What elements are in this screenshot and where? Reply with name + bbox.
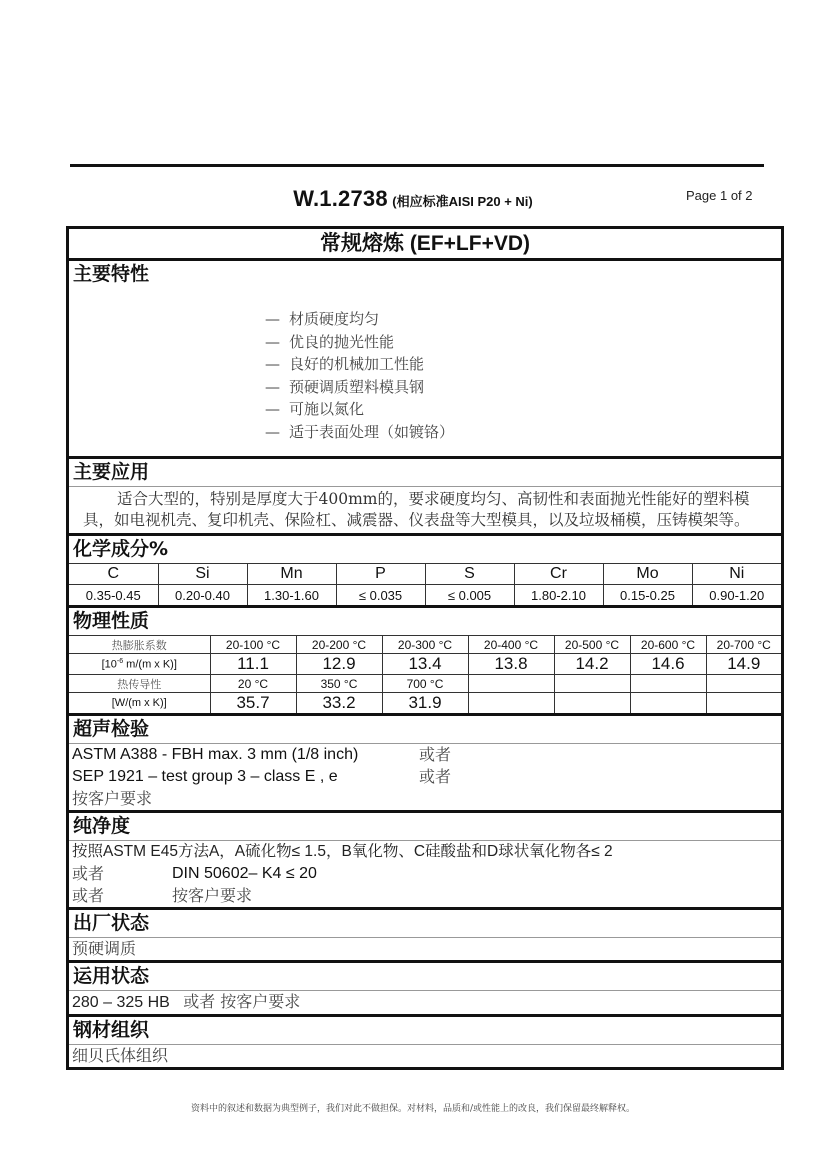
temp-cell bbox=[630, 675, 706, 693]
temp-cell: 700 °C bbox=[382, 675, 468, 693]
element-value: ≤ 0.005 bbox=[425, 585, 514, 606]
ultrasonic-line: SEP 1921 – test group 3 – class E , e 或者 bbox=[72, 767, 452, 786]
temp-cell: 20-300 °C bbox=[382, 636, 468, 654]
expansion-label: 热膨胀系数 bbox=[69, 636, 210, 654]
value-cell: 33.2 bbox=[296, 693, 382, 714]
element-header: Mn bbox=[247, 564, 336, 585]
value-cell: 13.4 bbox=[382, 654, 468, 675]
value-cell: 12.9 bbox=[296, 654, 382, 675]
list-item: — 良好的机械加工性能 bbox=[265, 355, 425, 373]
temp-cell: 20-500 °C bbox=[554, 636, 630, 654]
table-row bbox=[69, 675, 781, 693]
temp-cell: 20-400 °C bbox=[468, 636, 554, 654]
section-title: 主要应用 bbox=[69, 459, 781, 487]
ultrasonic-section bbox=[69, 713, 781, 810]
table-row bbox=[69, 636, 781, 654]
datasheet bbox=[66, 226, 784, 1070]
delivery-section bbox=[69, 907, 781, 960]
temp-cell bbox=[554, 675, 630, 693]
value-cell bbox=[630, 693, 706, 714]
section-title: 主要特性 bbox=[73, 263, 150, 285]
cleanliness-section bbox=[69, 810, 781, 907]
temp-cell: 20-100 °C bbox=[210, 636, 296, 654]
element-value: 0.15-0.25 bbox=[603, 585, 692, 606]
section-title: 纯净度 bbox=[69, 813, 781, 841]
value-cell: 14.2 bbox=[554, 654, 630, 675]
equivalent-standard: (相应标准AISI P20 + Ni) bbox=[392, 194, 533, 209]
section-title: 物理性质 bbox=[69, 608, 781, 636]
element-header: Mo bbox=[603, 564, 692, 585]
value-cell: 14.9 bbox=[706, 654, 781, 675]
value-cell bbox=[706, 693, 781, 714]
element-header: C bbox=[69, 564, 158, 585]
ultrasonic-customer: 按客户要求 bbox=[72, 789, 153, 808]
features-section bbox=[69, 258, 781, 456]
features-list bbox=[265, 308, 454, 443]
expansion-unit: [$10^{-6}$ m/(m x K)] bbox=[69, 654, 210, 675]
service-section bbox=[69, 960, 781, 1014]
temp-cell bbox=[468, 675, 554, 693]
element-header: P bbox=[336, 564, 425, 585]
list-item: — 适于表面处理（如镀铬） bbox=[265, 422, 455, 441]
section-title: 化学成分% bbox=[69, 536, 781, 564]
cleanliness-alt: 或者 DIN 50602– K4 ≤ 20 bbox=[72, 864, 317, 883]
temp-cell: 20-200 °C bbox=[296, 636, 382, 654]
section-title: 运用状态 bbox=[69, 963, 781, 991]
physical-table bbox=[69, 636, 781, 713]
temp-cell: 20 °C bbox=[210, 675, 296, 693]
section-title: 超声检验 bbox=[69, 716, 781, 744]
grade-code: W.1.2738 bbox=[293, 186, 388, 211]
physical-section bbox=[69, 605, 781, 713]
features-list-wrap bbox=[69, 288, 781, 456]
cleanliness-line: 按照ASTM E45方法A，A硫化物≤ 1.5，B氧化物、C硅酸盐和D球状氧化物各≤ 2 bbox=[72, 843, 613, 860]
element-value: ≤ 0.035 bbox=[336, 585, 425, 606]
value-cell bbox=[554, 693, 630, 714]
chemistry-table bbox=[69, 564, 781, 605]
element-header: Cr bbox=[514, 564, 603, 585]
list-item: — 优良的抛光性能 bbox=[265, 332, 395, 351]
list-item: — 材质硬度均匀 bbox=[265, 310, 380, 328]
table-row bbox=[69, 654, 781, 675]
applications-section bbox=[69, 456, 781, 533]
list-item: — 预硬调质塑料模具钢 bbox=[265, 377, 425, 396]
value-cell: 35.7 bbox=[210, 693, 296, 714]
ultrasonic-line: ASTM A388 - FBH max. 3 mm (1/8 inch) 或者 bbox=[72, 745, 452, 764]
table-row bbox=[69, 693, 781, 714]
element-value: 0.35-0.45 bbox=[69, 585, 158, 606]
temp-cell: 350 °C bbox=[296, 675, 382, 693]
section-title: 钢材组织 bbox=[69, 1017, 781, 1045]
table-row bbox=[69, 564, 781, 585]
disclaimer: 资料中的叙述和数据为典型例子，我们对此不做担保。对材料，品质和/或性能上的改良，我们保留最终解释权。 bbox=[190, 1104, 636, 1114]
value-cell bbox=[468, 693, 554, 714]
service-text: 280 – 325 HB 或者 按客户要求 bbox=[72, 992, 301, 1011]
table-row bbox=[69, 585, 781, 606]
value-cell: 14.6 bbox=[630, 654, 706, 675]
element-header: S bbox=[425, 564, 514, 585]
temp-cell bbox=[706, 675, 781, 693]
element-header: Si bbox=[158, 564, 247, 585]
top-rule bbox=[70, 164, 764, 167]
list-item: — 可施以氮化 bbox=[265, 400, 365, 418]
temp-cell: 20-600 °C bbox=[630, 636, 706, 654]
element-value: 1.30-1.60 bbox=[247, 585, 336, 606]
delivery-text: 预硬调质 bbox=[72, 939, 137, 958]
melting-banner: 常规熔炼 (EF+LF+VD) bbox=[319, 232, 530, 255]
conductivity-unit: [W/(m x K)] bbox=[69, 693, 210, 714]
value-cell: 31.9 bbox=[382, 693, 468, 714]
melting-banner-section bbox=[69, 229, 781, 258]
temp-cell: 20-700 °C bbox=[706, 636, 781, 654]
element-header: Ni bbox=[692, 564, 781, 585]
structure-text: 细贝氏体组织 bbox=[72, 1046, 169, 1065]
cleanliness-alt: 或者 按客户要求 bbox=[72, 886, 253, 905]
element-value: 1.80-2.10 bbox=[514, 585, 603, 606]
value-cell: 13.8 bbox=[468, 654, 554, 675]
applications-text: 适合大型的，特别是厚度大于400mm的，要求硬度均匀、高韧性和表面抛光性能好的塑料模具，如电视机壳、复印机壳、保险杠、减震器、仪表盘等大型模具，以及垃圾桶模，压铸模架等。 bbox=[83, 490, 750, 529]
element-value: 0.90-1.20 bbox=[692, 585, 781, 606]
conductivity-label: 热传导性 bbox=[69, 675, 210, 693]
page-number: Page 1 of 2 bbox=[686, 188, 753, 203]
structure-section bbox=[69, 1014, 781, 1067]
chemistry-section bbox=[69, 533, 781, 605]
element-value: 0.20-0.40 bbox=[158, 585, 247, 606]
section-title: 出厂状态 bbox=[69, 910, 781, 938]
value-cell: 11.1 bbox=[210, 654, 296, 675]
